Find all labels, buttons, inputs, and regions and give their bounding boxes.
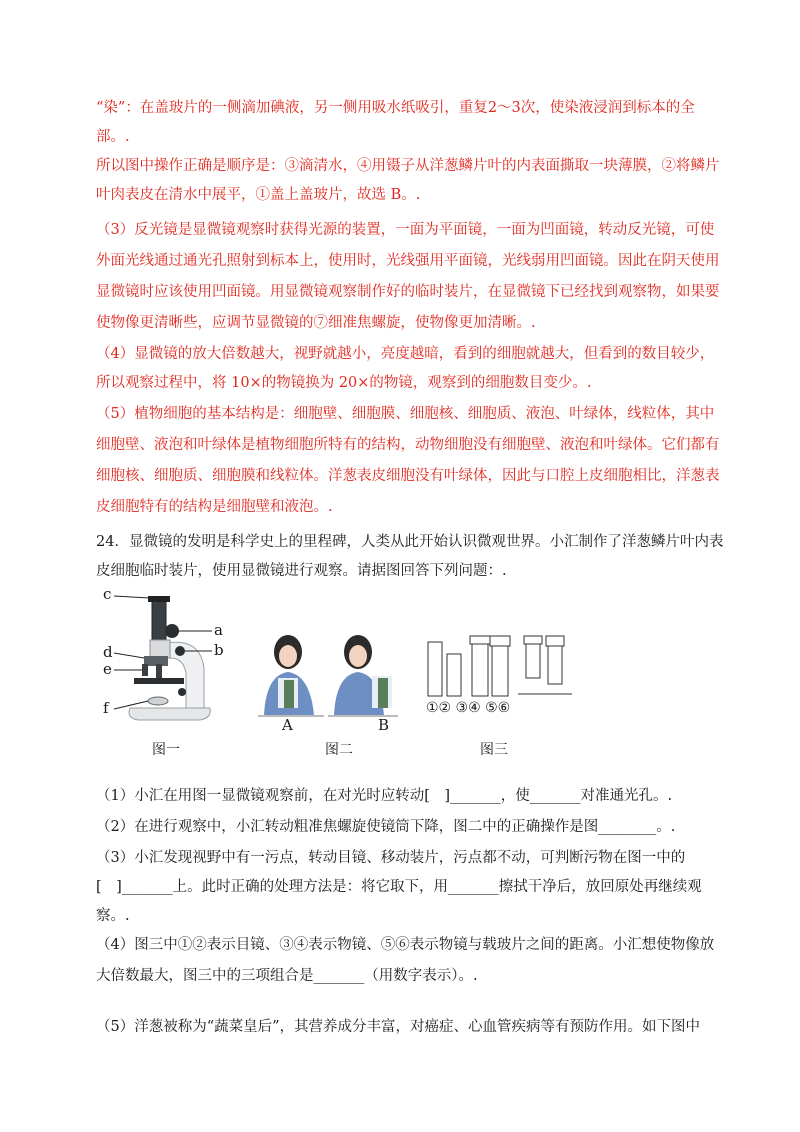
answer-line: 所以图中操作正确是顺序是：③滴清水，④用镊子从洋葱鳞片叶的内表面撕取一块薄膜，②将鳞片 bbox=[96, 158, 720, 174]
label-c: c bbox=[103, 585, 112, 603]
answer-line: 皮细胞特有的结构是细胞壁和液泡。. bbox=[96, 499, 333, 515]
fig3-numbers: ①② ③④ ⑤⑥ bbox=[426, 700, 511, 716]
answer-line: 叶肉表皮在清水中展平，①盖上盖玻片，故选 B。. bbox=[96, 187, 421, 203]
label-b: b bbox=[214, 641, 224, 659]
question-intro-line: 24．显微镜的发明是科学史上的里程碑，人类从此开始认识微观世界。小汇制作了洋葱鳞片叶内表 bbox=[96, 534, 724, 550]
label-B: B bbox=[378, 716, 390, 734]
subquestion-line: [ ]_______上。此时正确的处理方法是：将它取下，用_______擦拭干净后，放回原处再继续观 bbox=[96, 879, 702, 895]
question-intro-line: 皮细胞临时装片，使用显微镜进行观察。请据图回答下列问题：. bbox=[96, 563, 507, 579]
answer-line: （4）显微镜的放大倍数越大，视野就越小，亮度越暗，看到的细胞就越大，但看到的数目较少， bbox=[96, 346, 715, 362]
answer-line: 细胞壁、液泡和叶绿体是植物细胞所特有的结构，动物细胞没有细胞壁、液泡和叶绿体。它们都有 bbox=[96, 437, 720, 453]
subquestion-line: （2）在进行观察中，小汇转动粗准焦螺旋使镜筒下降，图二中的正确操作是图________。. bbox=[96, 819, 676, 835]
answer-line: （5）植物细胞的基本结构是：细胞壁、细胞膜、细胞核、细胞质、液泡、叶绿体，线粒体，其中 bbox=[96, 406, 715, 422]
answer-line: 使物像更清晰些，应调节显微镜的⑦细准焦螺旋，使物像更加清晰。. bbox=[96, 315, 536, 331]
answer-line: 部。. bbox=[96, 129, 130, 145]
answer-line: 细胞核、细胞质、细胞膜和线粒体。洋葱表皮细胞没有叶绿体，因此与口腔上皮细胞相比，洋葱表 bbox=[96, 468, 720, 484]
label-e: e bbox=[103, 660, 112, 678]
label-d: d bbox=[103, 643, 113, 661]
caption-fig1: 图一 bbox=[152, 742, 180, 758]
operation-figure bbox=[258, 630, 418, 720]
label-A: A bbox=[282, 716, 293, 734]
answer-line: “染”：在盖玻片的一侧滴加碘液，另一侧用吸水纸吸引，重复2～3次，使染液浸润到标本的全 bbox=[96, 100, 695, 116]
label-a: a bbox=[214, 621, 223, 639]
answer-line: 所以观察过程中，将 10×的物镜换为 20×的物镜，观察到的细胞数目变少。. bbox=[96, 375, 592, 391]
subquestion-line: 察。. bbox=[96, 908, 130, 924]
subquestion-line: （5）洋葱被称为“蔬菜皇后”，其营养成分丰富，对癌症、心血管疾病等有预防作用。如下图中 bbox=[96, 1019, 701, 1035]
answer-line: 外面光线通过通光孔照射到标本上，使用时，光线强用平面镜，光线弱用凹面镜。因此在阴天使用 bbox=[96, 253, 720, 269]
lens-figure bbox=[422, 632, 582, 702]
subquestion-line: 大倍数最大，图三中的三项组合是_______（用数字表示）。. bbox=[96, 968, 478, 984]
label-f: f bbox=[103, 699, 109, 717]
answer-line: 显微镜时应该使用凹面镜。用显微镜观察制作好的临时装片，在显微镜下已经找到观察物，如果要 bbox=[96, 284, 720, 300]
caption-fig2: 图二 bbox=[325, 742, 353, 758]
subquestion-line: （1）小汇在用图一显微镜观察前，在对光时应转动[ ]_______，使_______对准通光孔。. bbox=[96, 788, 673, 804]
subquestion-line: （4）图三中①②表示目镜、③④表示物镜、⑤⑥表示物镜与载玻片之间的距离。小汇想使物像放 bbox=[96, 937, 715, 953]
caption-fig3: 图三 bbox=[480, 742, 508, 758]
answer-line: （3）反光镜是显微镜观察时获得光源的装置，一面为平面镜，一面为凹面镜，转动反光镜，可使 bbox=[96, 222, 715, 238]
subquestion-line: （3）小汇发现视野中有一污点，转动目镜、移动装片，污点都不动，可判断污物在图一中的 bbox=[96, 850, 686, 866]
